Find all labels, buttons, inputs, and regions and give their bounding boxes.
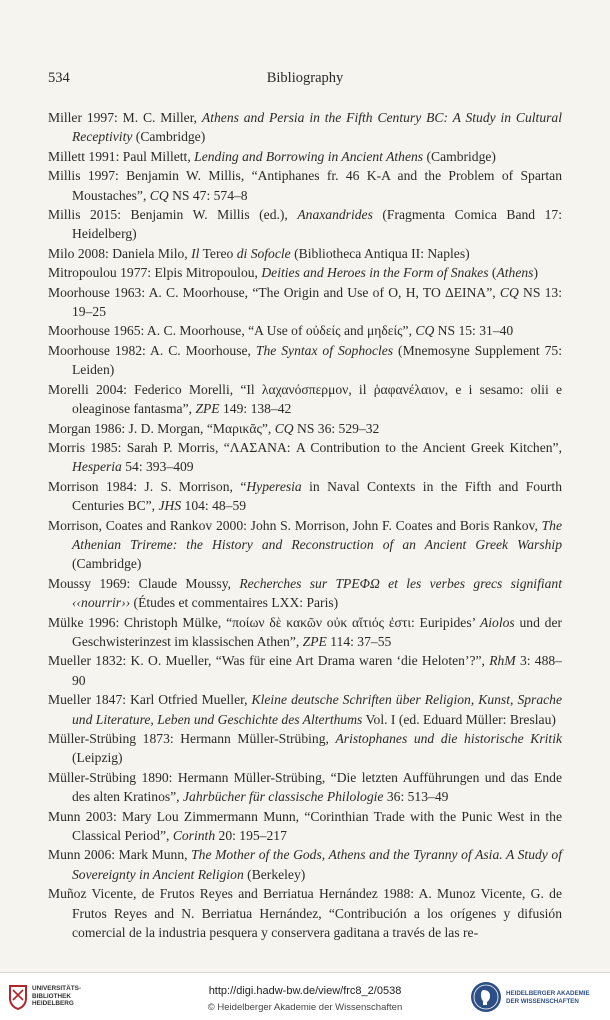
bibliography-entry (48, 807, 562, 846)
entry-italic-text: The Athenian Trireme: the History and Reconstruction of an Ancient Greek Warship (72, 517, 562, 552)
bibliography-list (48, 108, 562, 942)
bibliography-entry (48, 768, 562, 807)
entry-text: (Mnemosyne Supplement 75: Leiden) (72, 342, 562, 378)
entry-text: Müller-Strübing 1890: Hermann Müller-Strübing, “Die letzten Aufführungen und das Ende des alten Kratinos”, (48, 769, 562, 805)
entry-text: Millis 1997: Benjamin W. Millis, “Antiphanes fr. 46 K-A and the Problem of Spartan Moustaches”, (48, 168, 562, 203)
entry-italic-text: CQ (274, 420, 294, 436)
entry-text: Moorhouse 1963: A. C. Moorhouse, “The Origin and Use of O, H, TO ΔΕΙΝΑ”, (48, 284, 500, 300)
entry-text: (Cambridge) (423, 148, 496, 164)
entry-italic-text: Kleine deutsche Schriften über Religion, Kunst, Sprache und Literature, Leben und Geschichte des Alterthums (72, 692, 562, 727)
entry-text: Müller-Strübing 1873: Hermann Müller-Strübing, (48, 731, 336, 746)
entry-italic-text: Aristophanes und die historische Kritik (335, 731, 563, 746)
entry-text: und der Geschwisterinzest im klassischen Athen”, (72, 614, 562, 649)
entry-italic-text: Corinth (172, 828, 216, 844)
bibliography-entry (48, 244, 562, 263)
permalink-url[interactable]: http://digi.hadw-bw.de/view/frc8_2/0538 (208, 985, 402, 997)
hadw-seal-icon (470, 981, 502, 1013)
bibliography-entry (48, 884, 562, 942)
entry-italic-text: JHS (158, 498, 182, 514)
entry-text: 54: 393–409 (121, 459, 194, 475)
entry-text: in Naval Contexts in the Fifth and Fourth Centuries BC”, (72, 478, 562, 514)
bibliography-entry (48, 690, 562, 729)
entry-text: Tereo (199, 245, 237, 261)
page-header (48, 70, 562, 92)
running-title: Bibliography (266, 70, 344, 86)
entry-italic-text: ZPE (195, 401, 220, 417)
entry-text: 3: 488–90 (72, 653, 562, 688)
entry-italic-text: CQ (415, 323, 435, 339)
entry-text: Morrison 1984: J. S. Morrison, “ (48, 478, 247, 494)
bibliography-entry (48, 477, 562, 516)
bibliography-entry (48, 574, 562, 613)
entry-text: Munn 2006: Mark Munn, (48, 847, 192, 863)
entry-italic-text: Aiolos (479, 614, 515, 630)
entry-italic-text: Jahrbücher für classische Philologie (182, 789, 384, 805)
bibliography-entry (48, 147, 562, 166)
copyright-notice: © Heidelberger Akademie der Wissenschaften (207, 1002, 403, 1013)
entry-text: Miller 1997: M. C. Miller, (48, 110, 202, 125)
bibliography-entry (48, 321, 562, 340)
entry-italic-text: Athens (496, 265, 534, 281)
entry-text: ( (488, 265, 497, 281)
bibliography-entry (48, 108, 562, 147)
bibliography-entry (48, 419, 562, 438)
entry-text: Moussy 1969: Claude Moussy, (48, 575, 240, 591)
entry-text: Morgan 1986: J. D. Morgan, “Μαρικᾶς”, (48, 420, 275, 436)
bibliography-entry (48, 263, 562, 282)
entry-text: Millett 1991: Paul Millett, (48, 148, 195, 164)
bibliography-entry (48, 438, 562, 477)
entry-text: 104: 48–59 (181, 498, 247, 514)
entry-text: (Fragmenta Comica Band 17: Heidelberg) (72, 207, 562, 242)
page-number: 534 (48, 70, 70, 86)
bibliography-entry (48, 516, 562, 574)
entry-italic-text: Anaxandrides (297, 207, 373, 223)
ub-logo-text: UNIVERSITÄTS- BIBLIOTHEK HEIDELBERG (32, 985, 81, 1008)
entry-text: Milo 2008: Daniela Milo, (48, 245, 192, 261)
entry-text: (Leipzig) (72, 750, 123, 766)
entry-italic-text: CQ (149, 187, 169, 203)
bibliography-entry (48, 205, 562, 244)
entry-text: Mueller 1832: K. O. Mueller, “Was für eine Art Drama waren ‘die Heloten’?”, (48, 653, 490, 669)
entry-text: Mitropoulou 1977: Elpis Mitropoulou, (48, 265, 262, 281)
entry-text: (Cambridge) (72, 556, 142, 572)
entry-italic-text: The Syntax of Sophocles (255, 342, 394, 358)
entry-italic-text: Hesperia (72, 459, 122, 475)
entry-text: Moorhouse 1965: A. C. Moorhouse, “A Use of οὐδείς and μηδείς”, (48, 323, 416, 339)
bibliography-entry (48, 341, 562, 380)
entry-italic-text: RhM (489, 653, 516, 669)
entry-text: Mülke 1996: Christoph Mülke, “ποίων δὲ κακῶν οὐκ αἴτιός ἐστι: Euripides’ (48, 614, 480, 630)
entry-text: Millis 2015: Benjamin W. Millis (ed.), (48, 207, 298, 223)
entry-italic-text: Il (191, 245, 200, 261)
entry-italic-text: Recherches sur ΤΡΕΦΩ et les verbes grecs signifiant ‹‹nourrir›› (72, 575, 563, 611)
entry-text: 36: 513–49 (383, 789, 449, 805)
bibliography-entry (48, 651, 562, 690)
hadw-logo-text: HEIDELBERGER AKADEMIE DER WISSENSCHAFTEN (506, 990, 590, 1005)
entry-text: 114: 37–55 (326, 633, 392, 649)
bibliography-entry (48, 283, 562, 322)
entry-text: Vol. I (ed. Eduard Müller: Breslau) (362, 711, 556, 727)
entry-text: (Cambridge) (132, 129, 206, 145)
entry-text: (Études et commentaires LXX: Paris) (130, 595, 339, 611)
entry-text: Morrison, Coates and Rankov 2000: John S. Morrison, John F. Coates and Boris Rankov, (48, 517, 542, 533)
bibliography-entry (48, 729, 562, 768)
entry-text: 20: 195–217 (215, 828, 287, 844)
entry-text: Muñoz Vicente, de Frutos Reyes and Berriatua Hernández 1988: A. Munoz Vicente, G. de Frutos Reyes and N. Berriatua Hernández, “Contribución a los orígenes y difusión comercial de la industria pesquera y conservera gaditana a través de las re- (48, 886, 562, 941)
entry-text: Mueller 1847: Karl Otfried Mueller, (48, 692, 252, 708)
hadw-logo[interactable] (470, 980, 606, 1014)
entry-text: ) (533, 265, 538, 281)
entry-text: NS 36: 529–32 (293, 420, 380, 436)
entry-italic-text: di Sofocle (236, 245, 291, 261)
entry-italic-text: The Mother of the Gods, Athens and the Tyranny of Asia. A Study of Sovereignty in Ancient Religion (72, 847, 562, 882)
entry-italic-text: CQ (499, 284, 519, 300)
entry-text: NS 13: 19–25 (72, 284, 562, 320)
entry-text: (Bibliotheca Antiqua II: Naples) (290, 245, 470, 261)
entry-text: Moorhouse 1982: A. C. Moorhouse, (48, 342, 256, 358)
footer (0, 972, 610, 1020)
entry-text: Munn 2003: Mary Lou Zimmermann Munn, “Corinthian Trade with the Punic West in the Classical Period”, (48, 808, 562, 844)
entry-text: Morelli 2004: Federico Morelli, “Il λαχανόσπερμον, il ῥαφανέλαιον, e i sesamo: olii e oleaginose fantasma”, (48, 381, 562, 417)
entry-italic-text: Hyperesia (246, 478, 302, 494)
entry-text: NS 15: 31–40 (434, 323, 514, 339)
entry-italic-text: Athens and Persia in the Fifth Century BC: A Study in Cultural Receptivity (72, 110, 562, 145)
bibliography-entry (48, 845, 562, 884)
bibliography-entry (48, 166, 562, 205)
entry-italic-text: Lending and Borrowing in Ancient Athens (194, 148, 424, 164)
entry-text: (Berkeley) (243, 866, 306, 882)
entry-italic-text: Deities and Heroes in the Form of Snakes (261, 265, 489, 281)
entry-text: 149: 138–42 (219, 401, 292, 417)
entry-text: Morris 1985: Sarah P. Morris, “ΛΑΣΑΝΑ: A Contribution to the Ancient Greek Kitchen”, (48, 439, 562, 455)
bibliography-entry (48, 380, 562, 419)
entry-italic-text: ZPE (302, 633, 327, 649)
bibliography-entry (48, 613, 562, 652)
entry-text: NS 47: 574–8 (168, 187, 248, 203)
